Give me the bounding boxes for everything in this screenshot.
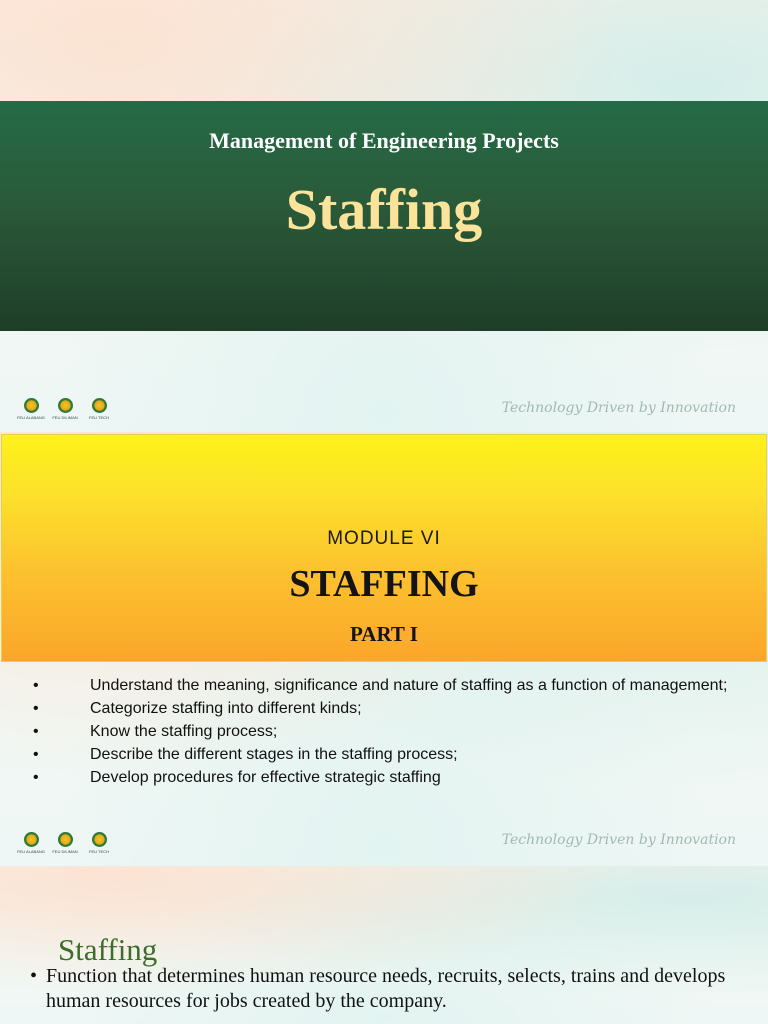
feu-diliman-logo: FEU DILIMAN — [52, 832, 78, 854]
seal-icon — [24, 398, 39, 413]
list-item: • Categorize staffing into different kinds; — [0, 697, 768, 720]
tagline: Technology Driven by Innovation — [501, 832, 736, 848]
feu-diliman-logo: FEU DILIMAN — [52, 398, 78, 420]
list-item: • Develop procedures for effective strategic staffing — [0, 766, 768, 789]
feu-alabang-logo: FEU ALABANG — [18, 832, 44, 854]
bullet-icon: • — [33, 723, 39, 740]
bullet-icon: • — [33, 769, 39, 786]
course-title: Management of Engineering Projects — [209, 128, 559, 153]
seal-icon — [58, 398, 73, 413]
list-item: • Understand the meaning, significance and nature of staffing as a function of management; — [0, 674, 768, 697]
bullet-text: Function that determines human resource needs, recruits, selects, trains and develops human resources for jobs created by the company. — [46, 965, 726, 1012]
module-slide — [0, 432, 768, 866]
bullet-icon: • — [33, 746, 39, 763]
content-slide — [0, 866, 768, 1024]
bullet-icon: • — [33, 700, 39, 717]
feu-tech-logo: FEU TECH — [86, 832, 112, 854]
bullet-icon: • — [33, 677, 39, 694]
module-part: PART I — [350, 622, 418, 646]
seal-icon — [24, 832, 39, 847]
seal-icon — [58, 832, 73, 847]
bullet-icon: • — [30, 965, 38, 987]
seal-icon — [92, 832, 107, 847]
feu-tech-logo: FEU TECH — [86, 398, 112, 420]
module-title: STAFFING — [289, 563, 479, 605]
feu-alabang-logo: FEU ALABANG — [18, 398, 44, 420]
title-slide — [0, 0, 768, 432]
tagline: Technology Driven by Innovation — [501, 400, 736, 416]
list-item: • Know the staffing process; — [0, 720, 768, 743]
list-item: • Describe the different stages in the staffing process; — [0, 743, 768, 766]
module-label: MODULE VI — [327, 528, 441, 549]
slide-title: Staffing — [285, 177, 483, 242]
seal-icon — [92, 398, 107, 413]
list-item — [30, 964, 750, 1014]
school-logos — [18, 398, 112, 420]
slide-heading: Staffing — [58, 932, 158, 967]
school-logos — [18, 832, 112, 854]
objectives-list — [0, 674, 768, 789]
